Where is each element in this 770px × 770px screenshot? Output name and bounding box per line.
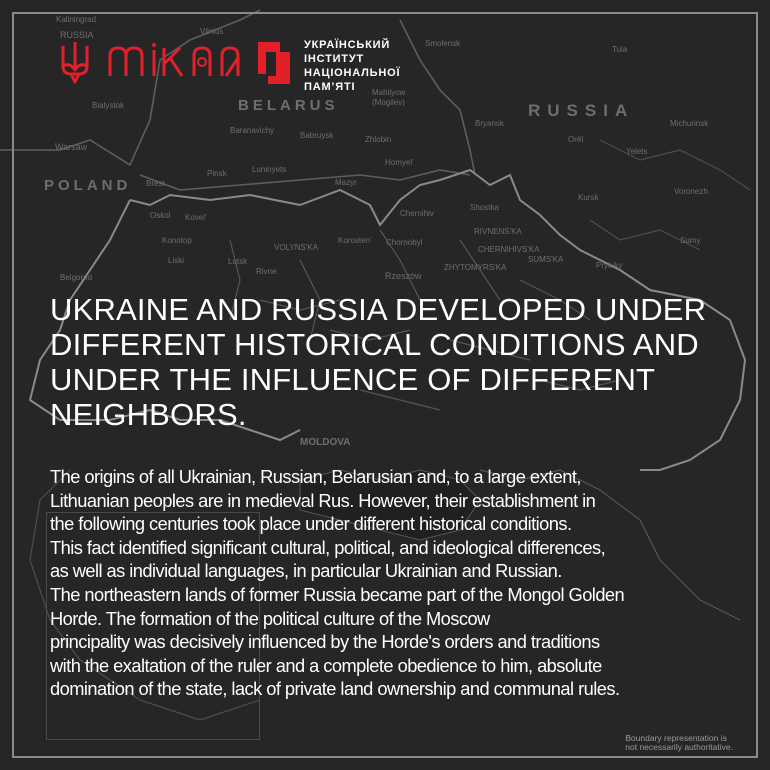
map-city-kursk: Kursk	[578, 193, 599, 202]
uinp-line-4: ПАМ’ЯТІ	[304, 81, 356, 93]
map-city-pryluky: ZHYTOMYRS'KA	[444, 263, 507, 272]
map-city-belgorod: Pryluky	[596, 261, 623, 270]
map-city-rzeszow: Belgorod	[60, 273, 93, 282]
uinp-line-3: НАЦІОНАЛЬНОЇ	[304, 67, 401, 79]
body-line: The origins of all Ukrainian, Russian, Belarusian and, to a large extent,	[50, 466, 581, 487]
uinp-name	[304, 38, 400, 94]
map-city-mahilyow: Mahilyow	[372, 88, 406, 97]
headline: UKRAINE AND RUSSIA DEVELOPED UNDER DIFFERENT HISTORICAL CONDITIONS AND UNDER THE INFLUENCE OF DIFFERENT NEIGHBORS.	[50, 292, 707, 432]
disclaimer-line: Boundary representation is	[625, 733, 727, 743]
map-label-chernihivska: Chornobyl	[386, 238, 423, 247]
map-city-sumy: SUMS'KA	[528, 255, 564, 264]
body-line: The northeastern lands of former Russia became part of the Mongol Golden	[50, 583, 625, 605]
body-line: as well as individual languages, in particular Ukrainian and Russian.	[50, 560, 562, 582]
body-text	[50, 465, 734, 701]
map-label-volynska: Konotop	[162, 236, 192, 245]
map-city-kovel: Oskol	[150, 211, 171, 220]
map-city-orel: Orël	[568, 135, 584, 144]
body-line: the following centuries took place under different historical conditions.	[50, 513, 572, 535]
map-city-mazyr: Mazyr	[335, 178, 357, 187]
map-city-chernihiv: Chernihiv	[400, 209, 434, 218]
map-label-zhytomyrska: Rivne	[256, 267, 277, 276]
map-city-homyel: Homyel'	[385, 158, 414, 167]
body-line: with the exaltation of the ruler and a complete obedience to him, absolute	[50, 654, 602, 676]
map-city-tula: Tula	[612, 45, 628, 54]
map-city-lutsk: Liski	[168, 256, 185, 265]
map-city-baranavichy: Baranavichy	[230, 126, 275, 135]
map-label-rivnenska: Kovel'	[185, 213, 207, 222]
map-label-moldova: MOLDOVA	[300, 437, 351, 448]
map-label-poland: POLAND	[44, 177, 132, 194]
map-city-smolensk: Smolensk	[425, 39, 461, 48]
map-label-russia-small: RUSSIA	[60, 30, 94, 40]
uinp-line-2: ІНСТИТУТ	[304, 53, 364, 65]
disclaimer-line: not necessarily authoritative.	[625, 742, 733, 752]
body-line: This fact identified significant cultural, political, and ideological differences,	[50, 536, 606, 558]
map-city-voronezh: Voronezh	[674, 187, 708, 196]
map-city-kaliningrad: Kaliningrad	[56, 15, 97, 24]
body-line: Horde. The formation of the political culture of the Moscow	[50, 607, 490, 629]
map-city-michurinsk: Michurinsk	[670, 119, 709, 128]
map-city-korosten: VOLYNS'KA	[274, 243, 319, 252]
body-line: principality was decisively influenced by the Horde's orders and traditions	[50, 631, 600, 653]
map-city-bryansk: Bryansk	[475, 119, 504, 128]
map-city-shostka: Shostka	[470, 203, 499, 212]
map-city-liski: Sumy	[680, 236, 701, 245]
map-city-brest: Brest	[146, 179, 165, 188]
map-city-chornobyl: Korosten'	[338, 236, 372, 245]
map-city-bialystok: Bialystok	[92, 101, 125, 110]
map-city-warsaw: Warsaw	[55, 142, 88, 152]
map-label-sumska: CHERNIHIVS'KA	[478, 245, 540, 254]
uinp-line-1: УКРАЇНСЬКИЙ	[304, 39, 391, 51]
body-line: domination of the state, lack of private land ownership and communal rules.	[50, 678, 620, 700]
map-city-vilnius: Vilnius	[200, 27, 224, 36]
map-city-mogilev: (Mogilev)	[372, 98, 405, 107]
map-city-konotop: RIVNENS'KA	[474, 227, 522, 236]
map-city-yelets: Yelets	[626, 147, 648, 156]
map-city-kiev: Rzeszów	[385, 271, 422, 281]
map-city-babruysk: Babruysk	[300, 131, 334, 140]
map-city-pinsk: Pinsk	[207, 169, 227, 178]
body-line: Lithuanian peoples are in medieval Rus. However, their establishment in	[50, 489, 596, 511]
map-city-luninyets: Luninyets	[252, 165, 287, 174]
map-city-zhlobin: Zhlobin	[365, 135, 392, 144]
map-disclaimer	[625, 734, 733, 752]
map-label-belarus: BELARUS	[238, 97, 339, 114]
map-label-russia: RUSSIA	[528, 101, 635, 120]
trident-icon	[58, 40, 92, 86]
uinp-logo-icon	[254, 40, 294, 86]
map-city-rivne: Lutsk	[228, 257, 248, 266]
